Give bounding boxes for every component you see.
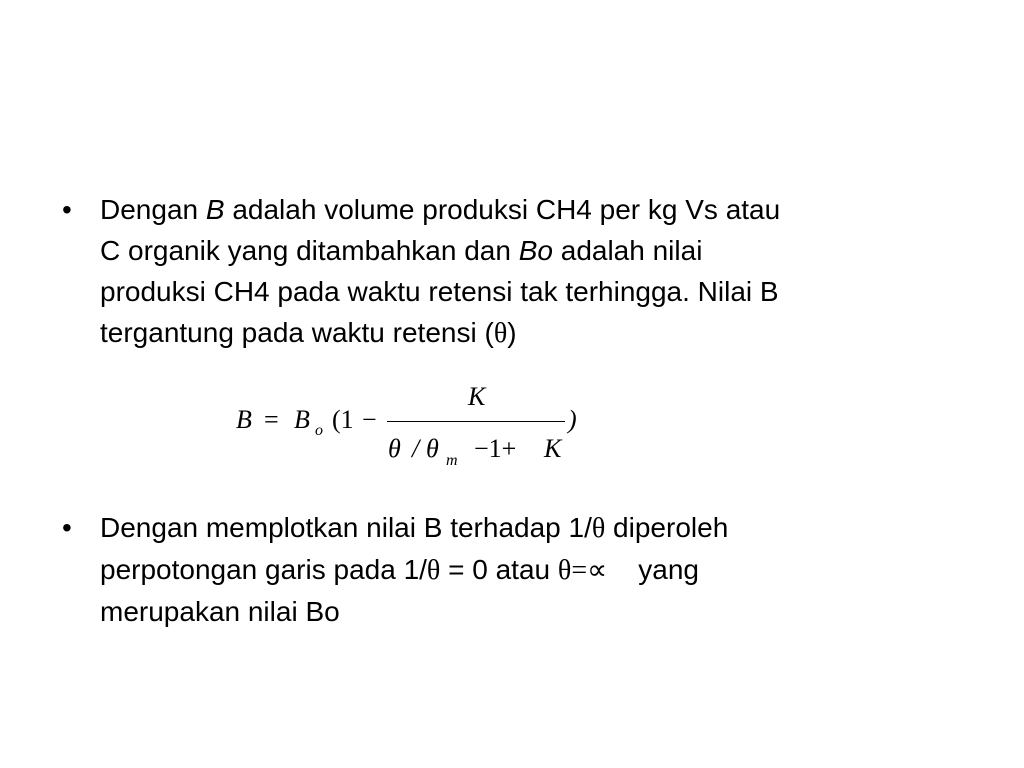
text-run: merupakan nilai Bo [100,596,340,627]
bullet-marker: • [62,512,72,543]
symbol-theta: θ [493,318,508,349]
symbol-theta: θ [426,555,441,586]
formula-open: (1 [332,405,354,434]
formula-den-theta-m: θ [426,434,439,463]
symbol-proportional: ∝ [587,555,608,586]
formula-numerator: K [468,382,486,411]
formula-b-equation [232,380,602,470]
symbol-theta: θ [557,555,572,586]
bullet-line [100,507,1000,549]
formula-minus: − [362,405,377,434]
symbol-equals: = [571,555,588,586]
bullet-item-definition [62,189,962,354]
symbol-bo: Bo [518,235,553,266]
formula-b0: B [294,405,310,434]
text-run: Dengan [100,194,206,225]
text-run: produksi CH4 pada waktu retensi tak terhingga. Nilai B [100,276,779,307]
bullet-line [100,271,1000,312]
text-run: adalah volume produksi CH4 per kg Vs atau [224,194,781,225]
formula-den-rest: −1+ [474,434,517,463]
formula-den-subscript: m [446,452,458,469]
symbol-theta: θ [591,513,606,544]
text-run: yang [607,554,699,585]
text-run: ) [507,317,517,348]
text-run: adalah nilai [552,235,703,266]
text-run: = 0 atau [440,554,558,585]
formula-lhs: B [236,405,252,434]
formula-close: ) [568,405,577,434]
bullet-item-plot [62,507,962,632]
formula-equals: = [264,405,279,434]
bullet-line [100,189,1000,230]
formula-den-slash: / [412,434,420,463]
fraction-bar [387,421,565,422]
text-run: perpotongan garis pada 1/ [100,554,427,585]
bullet-line [100,549,1000,591]
bullet-line [100,312,1000,354]
formula-den-theta: θ [388,434,401,463]
text-run: Dengan memplotkan nilai B terhadap 1/ [100,512,592,543]
symbol-b: B [205,194,225,225]
bullet-line [100,591,1000,632]
bullet-marker: • [62,194,72,225]
formula-den-k: K [544,434,562,463]
formula-b0-subscript: o [315,422,323,439]
text-run: tergantung pada waktu retensi ( [100,317,494,348]
bullet-line [100,230,1000,271]
text-run: C organik yang ditambahkan dan [100,235,519,266]
text-run: diperoleh [605,512,729,543]
